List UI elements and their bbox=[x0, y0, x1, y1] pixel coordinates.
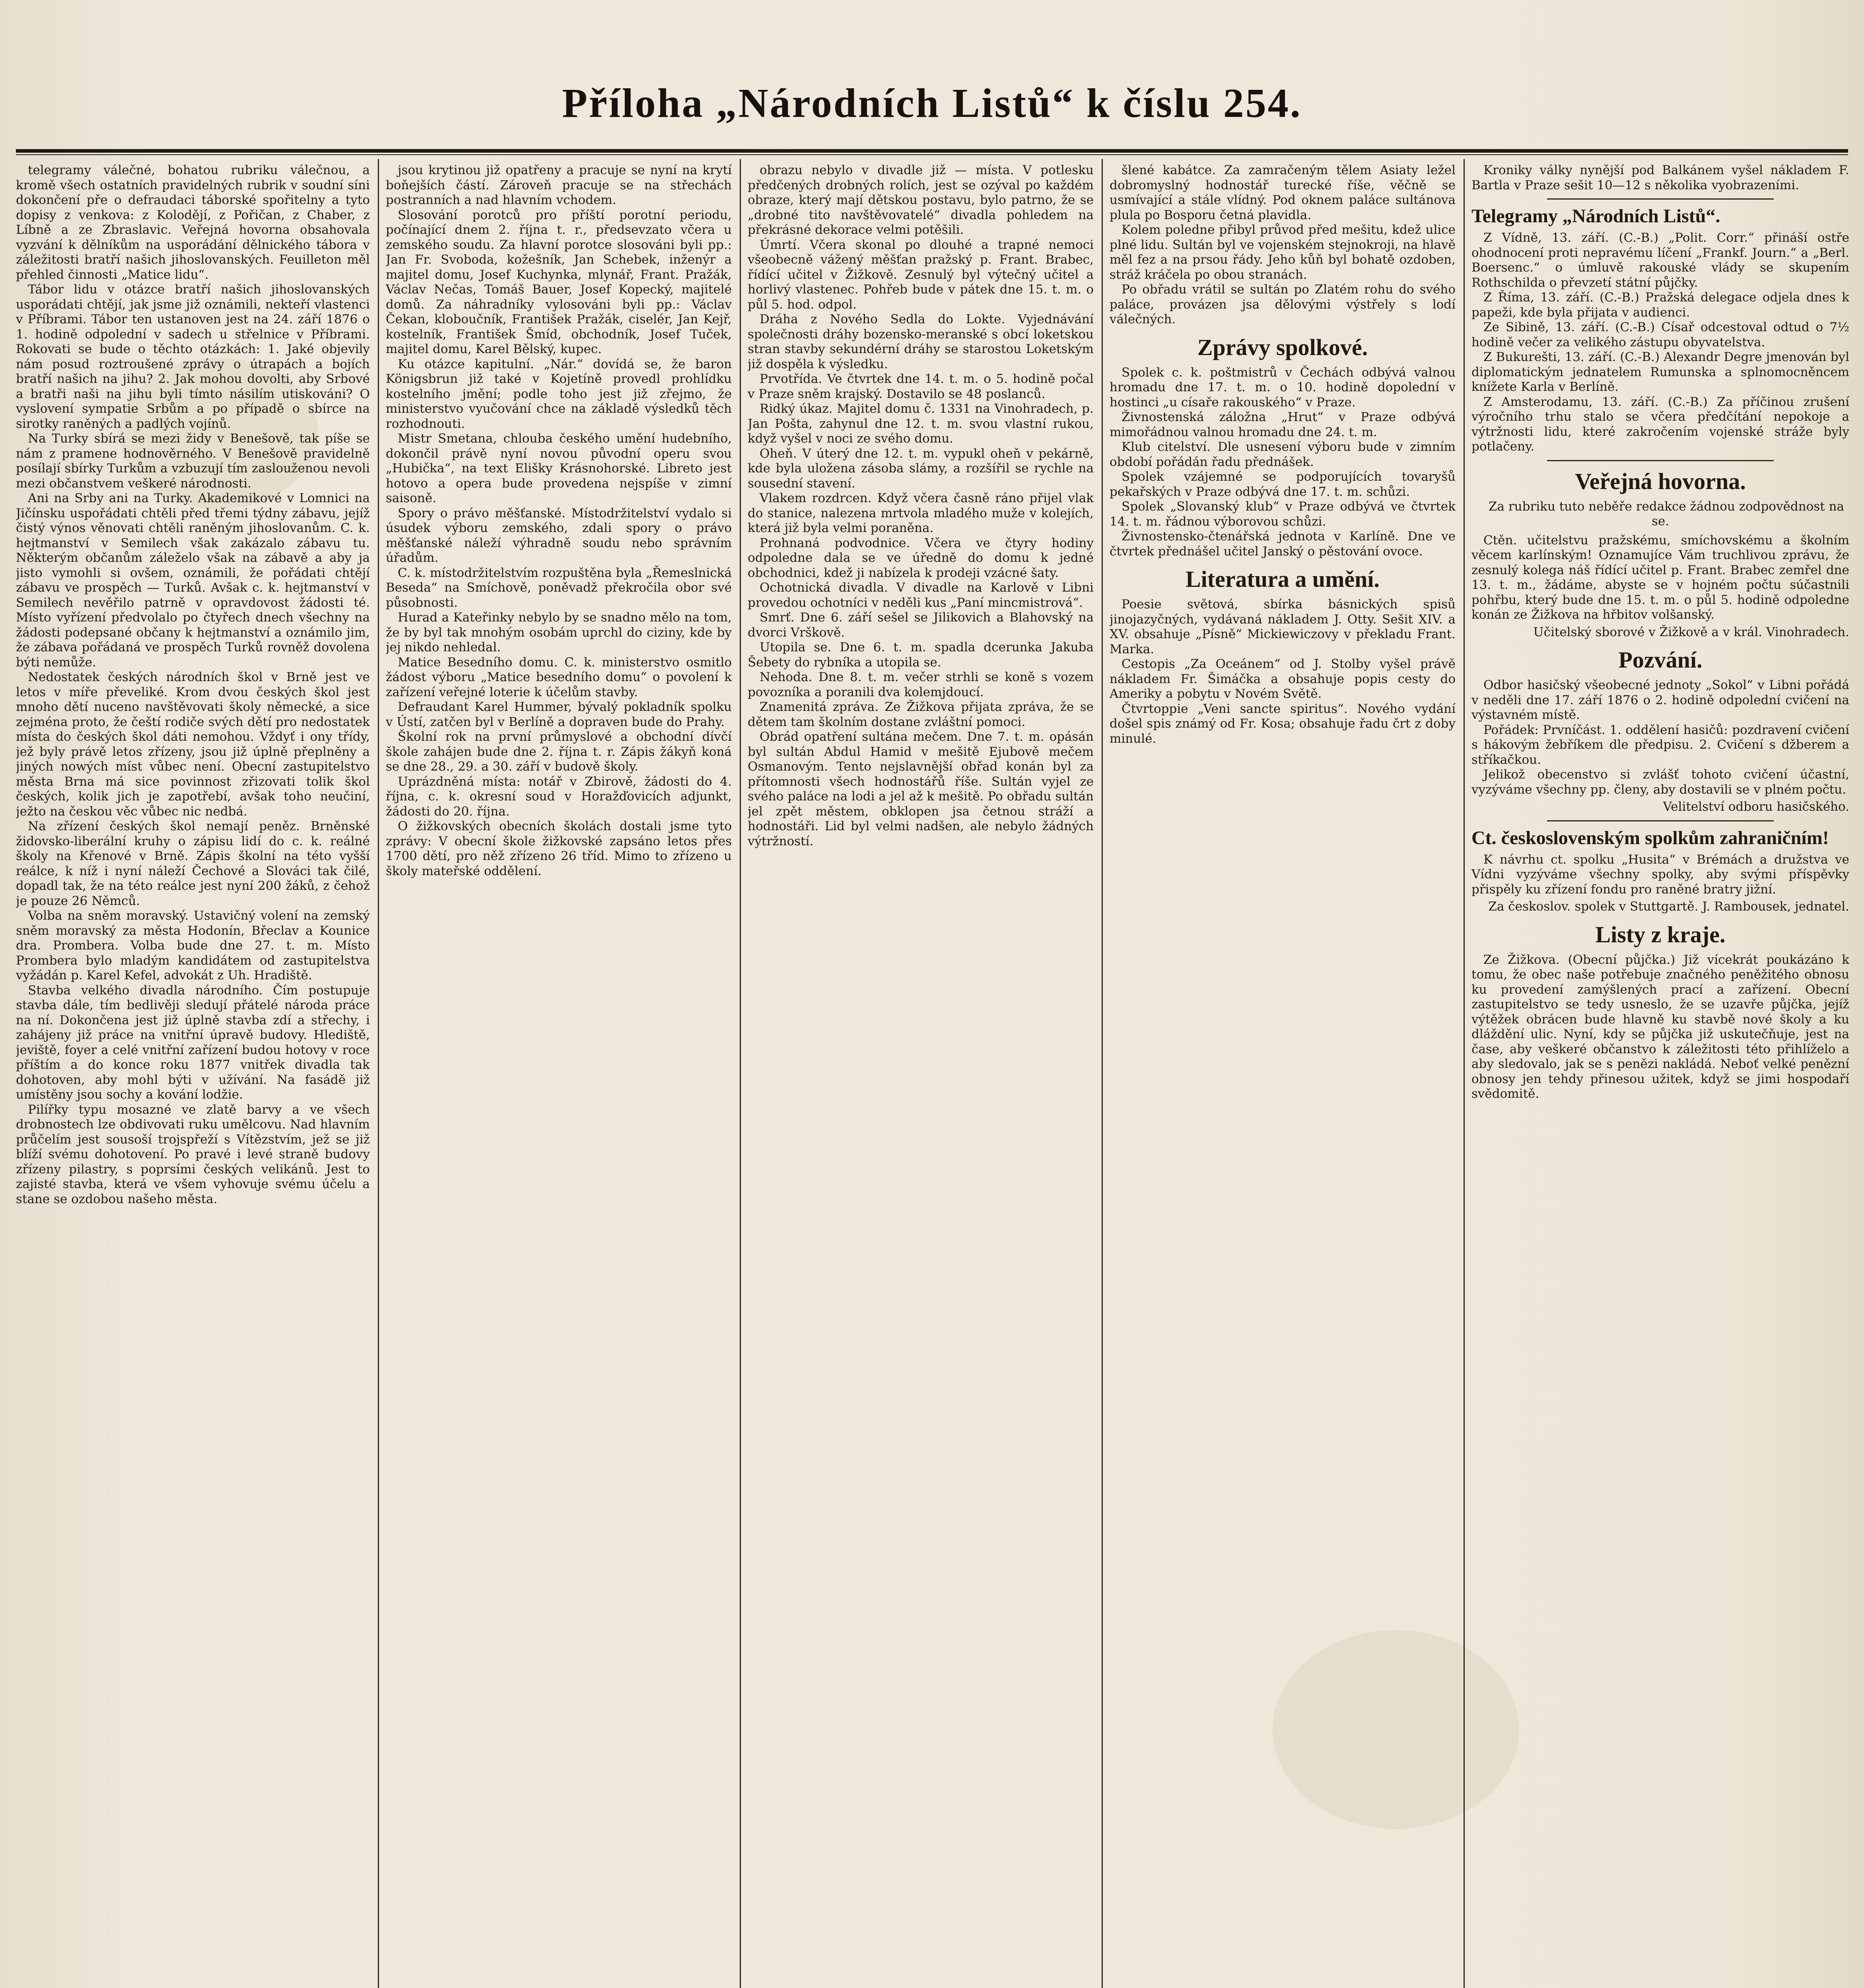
column-divider bbox=[1102, 159, 1103, 1988]
section-subtitle: Za rubriku tuto neběře redakce žádnou zodpovědnost na se. bbox=[1488, 499, 1845, 528]
section-heading-listy: Listy z kraje. bbox=[1595, 921, 1726, 947]
article-paragraph: Mistr Smetana, chlouba českého umění hudebního, dokončil právě nyní novou původní operu svou „Hubička“, na text Elišky Krásnohorské. Libreto jest hotovo a opera bude provedena nejspíše v zimní saisoně. bbox=[386, 431, 732, 505]
section-heading-spolek: Ct. československým spolkům zahraničním! bbox=[1471, 827, 1829, 848]
page-title: Příloha „Národních Listů“ k číslu 254. bbox=[562, 80, 1302, 126]
article-paragraph: Úmrtí. Včera skonal po dlouhé a trapné nemoci všeobecně vážený měšťan pražský p. Frant. Brabec, řídící učitel v Žižkově. Zesnulý byl výtečný učitel a horlivý vlastenec. Pohřeb bude v pátek dne 15. t. m. o půl 5. hod. odpol. bbox=[748, 237, 1094, 312]
article-paragraph: Znamenitá zpráva. Ze Žižkova přijata zpráva, že se dětem tam školním dostane zvláštní pomoci. bbox=[748, 700, 1094, 729]
article-paragraph: Poesie světová, sbírka básnických spisů jinojazyčných, vydávaná nákladem J. Otty. Sešit XIV. a XV. obsahuje „Písně“ Mickiewiczovy v překladu Frant. Marka. bbox=[1110, 597, 1456, 656]
article-paragraph: Volba na sněm moravský. Ustavičný volení na zemský sněm moravský za města Hodonín, Břeclav a Kounice dra. Prombera. Volba bude dne 27. t. m. Místo Prombera bylo mladým kandidátem od zastupitelstva vyžádán p. Karel Kefel, advokát z Uh. Hradiště. bbox=[16, 909, 370, 982]
article-paragraph: Ze Žižkova. (Obecní půjčka.) Již vícekrát poukázáno k tomu, že obec naše potřebuje značného peněžitého obnosu ku provedení zamýšlených prací a zařízení. Obecní zastupitelstvo se tedy usneslo, že se uzavře půjčka, jejíž výtěžek obrácen bude hlavně ku stavbě nové školy a ku dláždění ulic. Nyní, kdy se půjčka již uskutečňuje, jest na čase, aby veškeré občanstvo k záležitosti této přihlíželo a aby sledovalo, jak se s penězi nakládá. Neboť velké penězní obnosy jen tehdy přinesou užitek, když se jimi hospodaří svědomitě. bbox=[1471, 952, 1849, 1101]
article-paragraph: Klub citelství. Dle usnesení výboru bude v zimním období pořádán řadu přednášek. bbox=[1110, 440, 1456, 469]
article-paragraph: Vlakem rozdrcen. Když včera časně ráno přijel vlak do stanice, nalezena mrtvola mladého muže v kolejích, která již byla velmi poraněna. bbox=[748, 491, 1094, 535]
masthead bbox=[0, 80, 1864, 147]
article-paragraph: Matice Besedního domu. C. k. ministerstvo osmitlo žádost výboru „Matice besedního domu“ o povolení k zařízení veřejné loterie k účelům stavby. bbox=[386, 655, 732, 699]
section-separator bbox=[1547, 820, 1774, 821]
article-paragraph: Pilířky typu mosazné ve zlatě barvy a ve všech drobnostech lze obdivovati ruku umělcovu. Nad hlavním průčelím jest sousoší trojspřeží s Vítězstvím, jež se již blíží svému dohotovení. Po pravé i levé straně budovy zřízeny pilastry, s poprsími českých velikánů. Jest to zajisté stavba, která ve všem vyhovuje svému účelu a stane se ozdobou našeho města. bbox=[16, 1102, 370, 1206]
section-heading-pozvani: Pozvání. bbox=[1618, 647, 1703, 673]
article-paragraph: Cestopis „Za Oceánem“ od J. Stolby vyšel právě nákladem Fr. Šimáčka a obsahuje popis cesty do Ameriky a pobytu v Novém Světě. bbox=[1110, 657, 1456, 701]
column-3 bbox=[748, 163, 1094, 1988]
article-paragraph: C. k. místodržitelstvím rozpuštěna byla „Řemeslnická Beseda“ na Smíchově, poněvadž překročila obor své působnosti. bbox=[386, 565, 732, 610]
column-4 bbox=[1110, 163, 1456, 1988]
article-paragraph: Spolek c. k. poštmistrů v Čechách odbývá valnou hromadu dne 17. t. m. o 10. hodině dopolední v hostinci „u císaře rakouského“ v Praze. bbox=[1110, 365, 1456, 410]
section-separator bbox=[1547, 460, 1774, 461]
header-rule bbox=[16, 149, 1848, 153]
article-paragraph: Smrť. Dne 6. září sešel se Jilikovich a Blahovský na dvorci Vrškově. bbox=[748, 610, 1094, 640]
telegram-item: Z Vídně, 13. září. (C.-B.) „Polit. Corr.“ přináší ostře ohodnocení proti nepravému líčení „Frankf. Journ.“ a „Berl. Boersenc.“ o úmluvě rakouské vlády se skupením Rothschilda o převzetí státní půjčky. bbox=[1471, 231, 1849, 290]
signature: Za českoslov. spolek v Stuttgartě. J. Rambousek, jednatel. bbox=[1488, 899, 1849, 914]
article-paragraph: Spolek „Slovanský klub“ v Praze odbývá ve čtvrtek 14. t. m. řádnou výborovou schůzi. bbox=[1110, 499, 1456, 529]
article-paragraph: Kolem poledne přibyl průvod před mešitu, kdež ulice plné lidu. Sultán byl ve vojenském stejnokroji, na hlavě měl fez a na prsou řády. Jeho kůň byl bohatě ozdoben, stráž kráčela po obou stranách. bbox=[1110, 223, 1456, 282]
telegram-item: Z Říma, 13. září. (C.-B.) Pražská delegace odjela dnes k papeži, kde byla přijata v audienci. bbox=[1471, 290, 1849, 320]
section-heading-telegramy: Telegramy „Národních Listů“. bbox=[1471, 206, 1720, 227]
article-paragraph: Prohnaná podvodnice. Včera ve čtyry hodiny odpoledne dala se ve úředně do domu k jedné obchodnici, kdež ji nabízela k prodeji vzácné šaty. bbox=[748, 536, 1094, 580]
article-paragraph: Po obřadu vrátil se sultán po Zlatém rohu do svého paláce, provázen jsa dělovými výstřely s lodí válečných. bbox=[1110, 282, 1456, 326]
article-paragraph: Ani na Srby ani na Turky. Akademikové v Lomnici na Jičínsku uspořádati chtěli před třemi týdny zábavu, jejíž čistý výnos věnovati chtěli raněným jihoslovanům. C. k. hejtmanství v Semilech však zakázalo zábavu tu. Některým občanům záleželo však na zábavě a aby ja jisto vymohli si ovšem, oznámili, že pořádati chtějí zábavu ve prospěch — Turků. Avšak c. k. hejtmanství v Semilech nevěřilo patrně v opravdovost žádosti té. Místo vyřízení předvolalo po čtyřech dnech všechny na žádosti podepsané občany k hejtmanství a oznámilo jim, že zábava pořádaná ve prospěch Turků rovněž dovolena býti nemůže. bbox=[16, 491, 370, 670]
article-paragraph: Obrád opatření sultána mečem. Dne 7. t. m. opásán byl sultán Abdul Hamid v mešitě Ejubově mečem Osmanovým. Tento nejslavnější obřad konán byl za přítomnosti všech hodnostářů říše. Sultán vyjel ze svého paláce na lodi a jel až k mešitě. Po obřadu sultán jel zpět městem, obklopen jsa četnou stráží a hodnostáři. Lid byl velmi nadšen, ale nebylo žádných výtržností. bbox=[748, 730, 1094, 848]
article-paragraph: Slosování porotců pro příští porotní periodu, počínající dnem 2. října t. r., předsevzato včera u zemského soudu. Za hlavní porotce slosováni byli pp.: Jan Fr. Svoboda, kožešník, Jan Schebek, inženýr a majitel domu, Josef Kuchynka, mlynář, Frant. Pražák, Václav Nečas, Tomáš Bauer, Josef Kopecký, majitelé domů. Za náhradníky vylosováni byli pp.: Václav Čekan, kloboučník, František Pražák, ciselér, Jan Kejř, kostelník, František Šmíd, obchodník, Josef Tuček, majitel domu, Karel Bělský, kupec. bbox=[386, 208, 732, 356]
article-paragraph: Hurad a Kateřinky nebylo by se snadno mělo na tom, že by byl tak mnohým osobám uprchl do ciziny, kde by jej nikdo nehledal. bbox=[386, 610, 732, 654]
article-paragraph: Čtvrtoppie „Veni sancte spiritus“. Nového vydání došel spis známý od Fr. Kosa; obsahuje řadu črt z doby minulé. bbox=[1110, 701, 1456, 746]
article-paragraph: Defraudant Karel Hummer, bývalý pokladník spolku v Ústí, zatčen byl v Berlíně a dopraven bude do Prahy. bbox=[386, 700, 732, 729]
article-paragraph: Prvotřída. Ve čtvrtek dne 14. t. m. o 5. hodině počal v Praze sněm krajský. Dostavilo se 48 poslanců. bbox=[748, 372, 1094, 401]
column-divider bbox=[1464, 159, 1465, 1988]
article-paragraph: obrazu nebylo v divadle již — místa. V potlesku předčených drobných rolích, jest se ozýval po každém obraze, který mají dětskou postavu, bylo patrno, že se „drobné tito navštěvovatelé“ divadla pohledem na překrásné dekorace velmi potěšili. bbox=[748, 163, 1094, 237]
header-rule-thin bbox=[16, 154, 1848, 155]
article-paragraph: Živnostensko-čtenářská jednota v Karlíně. Dne ve čtvrtek přednášel učitel Janský o pěstování ovoce. bbox=[1110, 529, 1456, 559]
article-paragraph: Tábor lidu v otázce bratří našich jihoslovanských usporádati chtějí, jak jsme již oznámili, nekteří vlastenci v Příbrami. Tábor ten ustanoven jest na 24. září 1876 o 1. hodině odpolední v sadech u střelnice v Příbrami. Rokovati se bude o těchto otázkách: 1. Jaké objevily nám posud roztroušené zprávy o útrapách a bojích bratří našich na jihu? 2. Jak mohou dovolti, aby Srbové a bratři naši na jihu byli tímto násilím utiskováni? O vyslovení sympatie Srbům a po případě o sbírce na sirotky raněných a padlých vojínů. bbox=[16, 282, 370, 431]
article-paragraph: Ridký úkaz. Majitel domu č. 1331 na Vinohradech, p. Jan Pošta, zahynul dne 12. t. m. svou vlastní rukou, když vyšel v noci ze svého domu. bbox=[748, 402, 1094, 446]
column-divider bbox=[378, 159, 379, 1988]
article-paragraph: Kroniky války nynější pod Balkánem vyšel nákladem F. Bartla v Praze sešit 10—12 s několika vyobrazeními. bbox=[1471, 163, 1849, 192]
article-paragraph: Stavba velkého divadla národního. Čím postupuje stavba dále, tím bedlivěji sledují přátelé národa práce na ní. Dokončena jest již úplně stavba zdí a střechy, i zahájeny již práce na vnitřní úpravě budovy. Hlediště, jeviště, foyer a celé vnitřní zařízení budou hotovy v roce příštím a do konce roku 1877 vnitřek divadla tak dohotoven, aby mohl býti v užívání. Na fasádě již umístěny jsou sochy a kování lodžie. bbox=[16, 983, 370, 1102]
article-paragraph: Živnostenská záložna „Hrut“ v Praze odbývá mimořádnou valnou hromadu dne 24. t. m. bbox=[1110, 410, 1456, 439]
signature: Velitelství odboru hasičského. bbox=[1663, 800, 1849, 814]
column-5 bbox=[1471, 163, 1849, 1988]
article-paragraph: Nedostatek českých národních škol v Brně jest ve letos v míře převeliké. Krom dvou českých škol jest mnoho dětí nuceno navštěvovati školy německé, a sice zejména proto, že čeští rodiče svých dětí pro nedostatek místa do českých škol dáti nemohou. Vždyť i ony třídy, jež byly právě letos zřízeny, jsou již úplně přeplněny a jiných nowých míst vůbec není. Obecní zastupitelstvo města Brna má sice povinnost zřizovati tolik škol českých, kolik jich je zapotřebí, avšak toho neučiní, ježto na českou věc vůbec nic nedbá. bbox=[16, 670, 370, 819]
section-heading-literatura: Literatura a umění. bbox=[1185, 566, 1380, 592]
column-2 bbox=[386, 163, 732, 1988]
article-paragraph: Oheň. V úterý dne 12. t. m. vypukl oheň v pekárně, kde byla uložena zásoba slámy, a rozšířil se rychle na sousední stavení. bbox=[748, 446, 1094, 491]
article-paragraph: Ctěn. učitelstvu pražskému, smíchovskému a školním věcem karlínským! Oznamujíce Vám truchlivou zprávu, že zesnulý kolega náš řídící učitel p. Frant. Brabec zemřel dne 13. t. m., žádáme, abyste se v hojném počtu súčastnili pohřbu, který bude dne 15. t. m. o půl 5. hodině odpoledne konán ze Žižkova na hřbitov volšanský. bbox=[1471, 533, 1849, 622]
section-heading-zpravy: Zprávy spolkové. bbox=[1197, 334, 1368, 360]
article-paragraph: Uprázdněná místa: notář v Zbirově, žádosti do 4. října, c. k. okresní soud v Horažďovicích adjunkt, žádosti do 20. října. bbox=[386, 774, 732, 819]
article-paragraph: Pořádek: Prvníčást. 1. oddělení hasičů: pozdravení cvičení s hákovým žebříkem dle předpisu. 2. Cvičení s džberem a stříkačkou. bbox=[1471, 722, 1849, 767]
article-paragraph: Na zřízení českých škol nemají peněz. Brněnské židovsko-liberální kruhy o zápisu lidí do c. k. reálné školy na Křenové v Brně. Zápis školní na této vyšší reálce, k níž i nyní náleží Čechové a Slováci tak čilé, dopadl tak, že na této reálce jest nyní 200 žáků, z čehož je pouze 26 Němců. bbox=[16, 819, 370, 908]
article-paragraph: Ku otázce kapitulní. „Nár.“ dovídá se, že baron Königsbrun již také v Kojetíně provedl prohlídku kostelního jmění; podle toho jest již zřejmo, že ministerstvo vyučování chce na základě výsledků těch rozhodnouti. bbox=[386, 357, 732, 431]
article-paragraph: jsou krytinou již opatřeny a pracuje se nyní na krytí boňejších částí. Zároveň pracuje se na střechách postranních a nad hlavním vchodem. bbox=[386, 163, 732, 207]
article-paragraph: Školní rok na první průmyslové a obchodní dívčí škole zahájen bude dne 2. října t. r. Zápis žákyň koná se dne 28., 29. a 30. září v budově školy. bbox=[386, 730, 732, 774]
article-paragraph: Utopila se. Dne 6. t. m. spadla dcerunka Jakuba Šebety do rybníka a utopila se. bbox=[748, 640, 1094, 670]
article-paragraph: Nehoda. Dne 8. t. m. večer strhli se koně s vozem povozníka a poranili dva kolemjdoucí. bbox=[748, 670, 1094, 699]
article-paragraph: Dráha z Nového Sedla do Lokte. Vyjednávání společnosti dráhy bozensko-meranské s obcí loketskou stran stavby sekundérní dráhy se starostou Loketským již dospěla k výsledku. bbox=[748, 312, 1094, 371]
telegram-item: Z Amsterodamu, 13. září. (C.-B.) Za příčinou zrušení výročního trhu stalo se včera předčítání nepokoje a výtržnosti lidu, které zakročením vojenské stráže byly potlačeny. bbox=[1471, 394, 1849, 454]
column-1 bbox=[16, 163, 370, 1988]
section-separator bbox=[1547, 198, 1774, 200]
article-paragraph: telegramy válečné, bohatou rubriku válečnou, a kromě všech ostatních pravidelných rubrik v soudní síni dokončení pře o defraudaci táborské spořitelny a tyto dopisy z venkova: z Kolodějí, z Pořičan, z Chaber, z Líbně a ze Zbraslavic. Veřejná hovorna obsahovala vyzvání k dělníkům na usporádání dělnického tábora v záležitosti bratří našich jihoslovanských. Feuilleton měl přehled činnosti „Matice lidu“. bbox=[16, 163, 370, 282]
article-paragraph: O žižkovských obecních školách dostali jsme tyto zprávy: V obecní škole žižkovské zapsáno letos přes 1700 dětí, pro něž zřízeno 26 tříd. Mimo to zřízeno u školy mateřské oddělení. bbox=[386, 819, 732, 878]
article-paragraph: Odbor hasičský všeobecné jednoty „Sokol“ v Libni pořádá v neděli dne 17. září 1876 o 2. hodině odpolední cvičení na výstavném místě. bbox=[1471, 678, 1849, 722]
article-paragraph: šlené kabátce. Za zamračeným tělem Asiaty ležel dobromyslný hodnostář turecké říše, věčně se usmívající a stále vlídný. Pod oknem paláce sultánova plula po Bosporu četná plavidla. bbox=[1110, 163, 1456, 222]
article-paragraph: Ochotnická divadla. V divadle na Karlově v Libni provedou ochotníci v neděli kus „Paní mincmistrová“. bbox=[748, 580, 1094, 610]
article-paragraph: Na Turky sbírá se mezi židy v Benešově, tak píše se nám z pramene hodnověrného. V Benešově pravidelně posílají sbírky Turkům a vzbuzují tím zaslouženou nevoli mezi občanstvem veškeré národnosti. bbox=[16, 431, 370, 491]
article-paragraph: K návrhu ct. spolku „Husita“ v Brémách a družstva ve Vídni vyzýváme všechny spolky, aby svými příspěvky přispěly ku zřízení fondu pro raněné bratry jižní. bbox=[1471, 852, 1849, 897]
signature: Učitelský sborové v Žižkově a v král. Vinohradech. bbox=[1533, 625, 1849, 639]
telegram-item: Ze Sibině, 13. září. (C.-B.) Císař odcestoval odtud o 7½ hodině večer za velikého zástupu obyvatelstva. bbox=[1471, 320, 1849, 349]
telegram-item: Z Bukurešti, 13. září. (C.-B.) Alexandr Degre jmenován byl diplomatickým jednatelem Rumunska a splnomocněncem knížete Karla v Berlíně. bbox=[1471, 350, 1849, 394]
section-heading-hovorna: Veřejná hovorna. bbox=[1575, 468, 1746, 494]
article-paragraph: Spolek vzájemné se podporujících tovaryšů pekařských v Praze odbývá dne 17. t. m. schůzi. bbox=[1110, 470, 1456, 499]
article-paragraph: Spory o právo měšťanské. Místodržitelství vydalo si úsudek výboru zemského, zdali spory o právo měšťanské náleží výhradně soudu nebo správním úřadům. bbox=[386, 506, 732, 565]
column-divider bbox=[740, 159, 741, 1988]
article-paragraph: Jelikož obecenstvo si zvlášť tohoto cvičení účastní, vyzýváme všechny pp. členy, aby dostavili se v plném počtu. bbox=[1471, 767, 1849, 797]
